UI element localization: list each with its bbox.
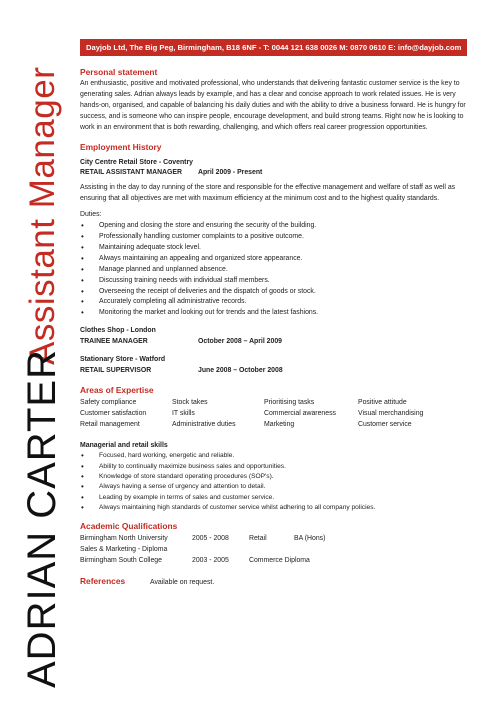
expertise-item: Commercial awareness (264, 409, 336, 417)
references-heading: References (80, 575, 126, 586)
duties-label: Duties: (80, 211, 102, 219)
skills-list (80, 451, 470, 513)
list-item: • Opening and closing the store and ensuring the security of the building. (80, 221, 470, 232)
list-item: • Discussing training needs with individual staff members. (80, 276, 470, 287)
job-employer: Stationary Store - Watford (80, 356, 166, 364)
expertise-item: Prioritising tasks (264, 398, 315, 406)
job-role-title: Assistant Manager (23, 66, 62, 365)
expertise-item: IT skills (172, 409, 195, 417)
expertise-item: Customer satisfaction (80, 409, 147, 417)
expertise-item: Visual merchandising (358, 409, 424, 417)
qualification-subject: Commerce Diploma (249, 557, 310, 565)
expertise-item: Positive attitude (358, 398, 407, 406)
job-dates: April 2009 - Present (198, 169, 263, 177)
job-1 (80, 158, 470, 180)
job-description: Assisting in the day to day running of the store and responsible for the effective management and welfare of staff as well as ensuring that all objectives are met with maximum efficiency at the minimum cost and to the highest quality standards. (80, 184, 456, 203)
expertise-item: Customer service (358, 420, 412, 428)
list-item: • Focused, hard working, energetic and reliable. (80, 451, 470, 461)
qualification-award (294, 545, 354, 556)
job-employer: Clothes Shop - London (80, 327, 156, 335)
list-item: • Manage planned and unplanned absence. (80, 265, 470, 276)
personal-statement-heading: Personal statement (80, 67, 158, 77)
list-item: • Always maintaining high standards of customer service whilst adhering to all company policies. (80, 503, 470, 513)
qualification-years: 2005 - 2008 (192, 535, 229, 543)
qualification-years (192, 545, 249, 556)
list-item: • Always maintaining an appealing and organized store appearance. (80, 254, 470, 265)
qualification-years: 2003 - 2005 (192, 557, 229, 565)
skills-heading: Managerial and retail skills (80, 441, 168, 449)
job-3 (80, 355, 470, 377)
expertise-item: Administrative duties (172, 420, 236, 428)
qualifications-heading: Academic Qualifications (80, 521, 178, 532)
cv-content (80, 66, 470, 589)
qualification-subject (249, 545, 294, 556)
qualification-school: Sales & Marketing - Diploma (80, 546, 168, 554)
job-dates: June 2008 – October 2008 (198, 366, 283, 374)
job-title: RETAIL SUPERVISOR (80, 366, 152, 374)
expertise-item: Marketing (264, 420, 295, 428)
qualification-row (80, 534, 470, 545)
expertise-heading: Areas of Expertise (80, 384, 154, 395)
qualification-row (80, 556, 470, 567)
expertise-grid (80, 398, 470, 431)
qualification-school: Birmingham North University (80, 535, 168, 543)
job-employer: City Centre Retail Store - Coventry (80, 158, 193, 166)
duties-list (80, 221, 470, 319)
qualifications-table (80, 534, 470, 567)
list-item: • Maintaining adequate stock level. (80, 243, 470, 254)
list-item: • Knowledge of store standard operating procedures (SOP's). (80, 472, 470, 482)
list-item: • Always having a sense of urgency and attention to detail. (80, 482, 470, 492)
expertise-item: Retail management (80, 420, 140, 428)
qualification-subject: Retail (249, 535, 267, 543)
contact-bar: Dayjob Ltd, The Big Peg, Birmingham, B18 6NF - T: 0044 121 638 0026 M: 0870 0610 E: info@dayjob.com (80, 39, 467, 56)
list-item: • Leading by example in terms of sales and customer service. (80, 493, 470, 503)
personal-statement-text: An enthusiastic, positive and motivated professional, who understands that delivering fantastic customer service is the key to generating sales. Adrian always leads by example, and has a clear and concise approach to work related issues. He is very hands-on, organised, and capable of balancing his daily duties and with the ability to drive a business forward. He is hungry for success, and is someone who can inspire people, encourage development, and build strong teams. Right now he is looking to work in an environment that is both rewarding, challenging, and which offers real career progression opportunities. (80, 80, 466, 131)
qualification-award: BA (Hons) (294, 535, 326, 543)
job-title: RETAIL ASSISTANT MANAGER (80, 169, 182, 177)
job-2 (80, 326, 470, 348)
job-title: TRAINEE MANAGER (80, 338, 148, 346)
qualification-school: Birmingham South College (80, 557, 162, 565)
list-item: • Accurately completing all administrative records. (80, 297, 470, 308)
list-item: • Professionally handling customer complaints to a positive outcome. (80, 232, 470, 243)
candidate-name: ADRIAN CARTER (20, 349, 64, 688)
references-row (80, 575, 470, 589)
list-item: • Overseeing the receipt of deliveries and the dispatch of goods or stock. (80, 287, 470, 298)
references-text: Available on request. (150, 578, 215, 586)
qualification-row (80, 545, 470, 556)
list-item: • Monitoring the market and looking out for trends and the latest fashions. (80, 308, 470, 319)
list-item: • Ability to continually maximize business sales and opportunities. (80, 462, 470, 472)
job-dates: October 2008 – April 2009 (198, 338, 283, 346)
employment-heading: Employment History (80, 141, 162, 152)
expertise-item: Stock takes (172, 398, 208, 406)
expertise-item: Safety compliance (80, 398, 137, 406)
